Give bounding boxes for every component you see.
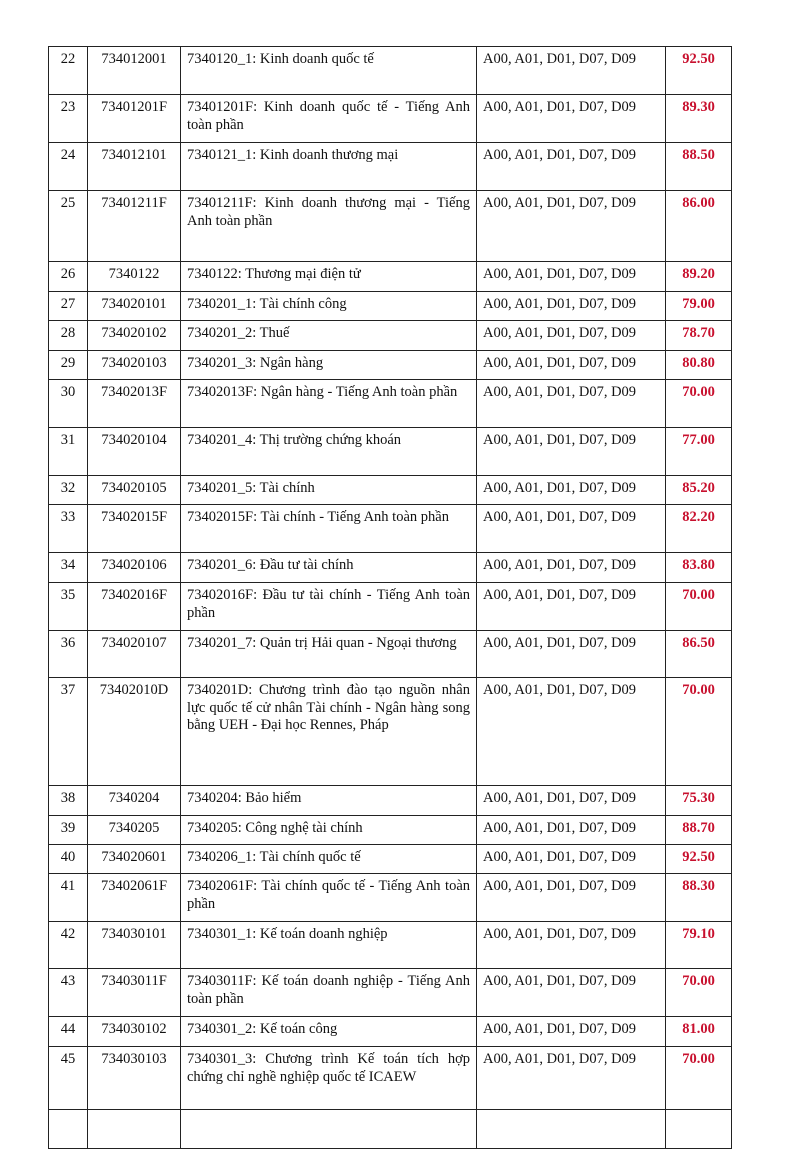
table-row [49,351,732,380]
program-name: 7340120_1: Kinh doanh quốc tế [181,47,477,95]
program-name: 73402013F: Ngân hàng - Tiếng Anh toàn phần [181,380,477,428]
table-row [49,1017,732,1047]
row-number: 22 [49,47,88,95]
row-number: 35 [49,583,88,631]
table-row [49,816,732,845]
admission-score: 70.00 [666,678,732,786]
row-number: 38 [49,786,88,816]
row-number: 34 [49,553,88,583]
subject-combinations: A00, A01, D01, D07, D09 [477,786,666,816]
table-row [49,922,732,969]
admission-score: 89.30 [666,95,732,143]
row-number: 40 [49,845,88,874]
subject-combinations: A00, A01, D01, D07, D09 [477,351,666,380]
program-code: 734012101 [88,143,181,191]
subject-combinations: A00, A01, D01, D07, D09 [477,428,666,476]
subject-combinations: A00, A01, D01, D07, D09 [477,816,666,845]
table-row [49,583,732,631]
admission-score: 83.80 [666,553,732,583]
program-name: 7340204: Bảo hiểm [181,786,477,816]
admission-score: 77.00 [666,428,732,476]
subject-combinations: A00, A01, D01, D07, D09 [477,505,666,553]
program-name: 7340205: Công nghệ tài chính [181,816,477,845]
subject-combinations: A00, A01, D01, D07, D09 [477,874,666,922]
row-number: 26 [49,262,88,292]
program-code: 73401201F [88,95,181,143]
table-row [49,143,732,191]
admission-score: 70.00 [666,380,732,428]
table-row [49,874,732,922]
row-number: 41 [49,874,88,922]
program-code: 73402061F [88,874,181,922]
row-number: 43 [49,969,88,1017]
program-code: 7340204 [88,786,181,816]
subject-combinations: A00, A01, D01, D07, D09 [477,191,666,262]
program-name: 7340121_1: Kinh doanh thương mại [181,143,477,191]
row-number: 28 [49,321,88,351]
empty-cell [666,1110,732,1149]
admission-score-table [48,46,732,1149]
table-row [49,262,732,292]
program-code: 73401211F [88,191,181,262]
table-row [49,969,732,1017]
row-number: 23 [49,95,88,143]
program-name: 73402015F: Tài chính - Tiếng Anh toàn phần [181,505,477,553]
table-row [49,678,732,786]
program-code: 734020102 [88,321,181,351]
admission-score: 79.10 [666,922,732,969]
program-name: 7340201_3: Ngân hàng [181,351,477,380]
program-code: 73402010D [88,678,181,786]
subject-combinations: A00, A01, D01, D07, D09 [477,95,666,143]
admission-score: 89.20 [666,262,732,292]
program-name: 73402061F: Tài chính quốc tế - Tiếng Anh toàn phần [181,874,477,922]
table-row [49,631,732,678]
table-row [49,292,732,321]
program-code: 734020107 [88,631,181,678]
admission-score: 82.20 [666,505,732,553]
table-row [49,95,732,143]
row-number: 36 [49,631,88,678]
program-name: 73401201F: Kinh doanh quốc tế - Tiếng Anh toàn phần [181,95,477,143]
table-row [49,321,732,351]
row-number: 25 [49,191,88,262]
subject-combinations: A00, A01, D01, D07, D09 [477,1047,666,1110]
row-number: 24 [49,143,88,191]
program-code: 734030103 [88,1047,181,1110]
empty-row [49,1110,732,1149]
program-code: 73403011F [88,969,181,1017]
admission-score: 85.20 [666,476,732,505]
table-row [49,380,732,428]
program-name: 7340201_6: Đầu tư tài chính [181,553,477,583]
table-row [49,428,732,476]
row-number: 37 [49,678,88,786]
subject-combinations: A00, A01, D01, D07, D09 [477,678,666,786]
subject-combinations: A00, A01, D01, D07, D09 [477,922,666,969]
program-code: 73402015F [88,505,181,553]
admission-score: 86.00 [666,191,732,262]
subject-combinations: A00, A01, D01, D07, D09 [477,47,666,95]
program-code: 73402013F [88,380,181,428]
admission-score: 92.50 [666,47,732,95]
program-code: 734030101 [88,922,181,969]
admission-score: 92.50 [666,845,732,874]
subject-combinations: A00, A01, D01, D07, D09 [477,845,666,874]
row-number: 33 [49,505,88,553]
subject-combinations: A00, A01, D01, D07, D09 [477,631,666,678]
subject-combinations: A00, A01, D01, D07, D09 [477,380,666,428]
table-row [49,476,732,505]
admission-score: 86.50 [666,631,732,678]
admission-score: 88.70 [666,816,732,845]
admission-score: 79.00 [666,292,732,321]
program-code: 734020104 [88,428,181,476]
program-name: 7340201_5: Tài chính [181,476,477,505]
empty-cell [181,1110,477,1149]
program-name: 73403011F: Kế toán doanh nghiệp - Tiếng Anh toàn phần [181,969,477,1017]
subject-combinations: A00, A01, D01, D07, D09 [477,476,666,505]
subject-combinations: A00, A01, D01, D07, D09 [477,143,666,191]
program-name: 7340201_7: Quản trị Hải quan - Ngoại thương [181,631,477,678]
program-code: 7340122 [88,262,181,292]
program-name: 7340201_2: Thuế [181,321,477,351]
row-number: 27 [49,292,88,321]
subject-combinations: A00, A01, D01, D07, D09 [477,321,666,351]
program-code: 734020105 [88,476,181,505]
subject-combinations: A00, A01, D01, D07, D09 [477,262,666,292]
empty-cell [49,1110,88,1149]
table-row [49,786,732,816]
admission-score: 80.80 [666,351,732,380]
program-name: 7340206_1: Tài chính quốc tế [181,845,477,874]
program-code: 734020103 [88,351,181,380]
program-code: 734020101 [88,292,181,321]
admission-score: 88.30 [666,874,732,922]
admission-score: 70.00 [666,1047,732,1110]
program-name: 73401211F: Kinh doanh thương mại - Tiếng Anh toàn phần [181,191,477,262]
row-number: 32 [49,476,88,505]
table-row [49,47,732,95]
table-row [49,845,732,874]
program-name: 7340201D: Chương trình đào tạo nguồn nhân lực quốc tế cử nhân Tài chính - Ngân hàng song bằng UEH - Đại học Rennes, Pháp [181,678,477,786]
program-code: 734012001 [88,47,181,95]
empty-cell [88,1110,181,1149]
program-code: 734030102 [88,1017,181,1047]
row-number: 42 [49,922,88,969]
row-number: 30 [49,380,88,428]
admission-score: 70.00 [666,583,732,631]
program-name: 7340122: Thương mại điện tử [181,262,477,292]
row-number: 29 [49,351,88,380]
row-number: 44 [49,1017,88,1047]
program-name: 73402016F: Đầu tư tài chính - Tiếng Anh toàn phần [181,583,477,631]
program-name: 7340201_1: Tài chính công [181,292,477,321]
program-code: 734020106 [88,553,181,583]
table-row [49,191,732,262]
admission-score: 88.50 [666,143,732,191]
table-row [49,553,732,583]
program-code: 734020601 [88,845,181,874]
program-name: 7340201_4: Thị trường chứng khoán [181,428,477,476]
table-body [49,47,732,1149]
subject-combinations: A00, A01, D01, D07, D09 [477,553,666,583]
subject-combinations: A00, A01, D01, D07, D09 [477,969,666,1017]
program-name: 7340301_1: Kế toán doanh nghiệp [181,922,477,969]
table-row [49,1047,732,1110]
row-number: 45 [49,1047,88,1110]
table-row [49,505,732,553]
admission-score: 75.30 [666,786,732,816]
program-name: 7340301_2: Kế toán công [181,1017,477,1047]
row-number: 31 [49,428,88,476]
admission-score: 70.00 [666,969,732,1017]
subject-combinations: A00, A01, D01, D07, D09 [477,583,666,631]
admission-score: 78.70 [666,321,732,351]
program-code: 7340205 [88,816,181,845]
row-number: 39 [49,816,88,845]
empty-cell [477,1110,666,1149]
subject-combinations: A00, A01, D01, D07, D09 [477,1017,666,1047]
subject-combinations: A00, A01, D01, D07, D09 [477,292,666,321]
program-name: 7340301_3: Chương trình Kế toán tích hợp chứng chỉ nghề nghiệp quốc tế ICAEW [181,1047,477,1110]
program-code: 73402016F [88,583,181,631]
admission-score: 81.00 [666,1017,732,1047]
